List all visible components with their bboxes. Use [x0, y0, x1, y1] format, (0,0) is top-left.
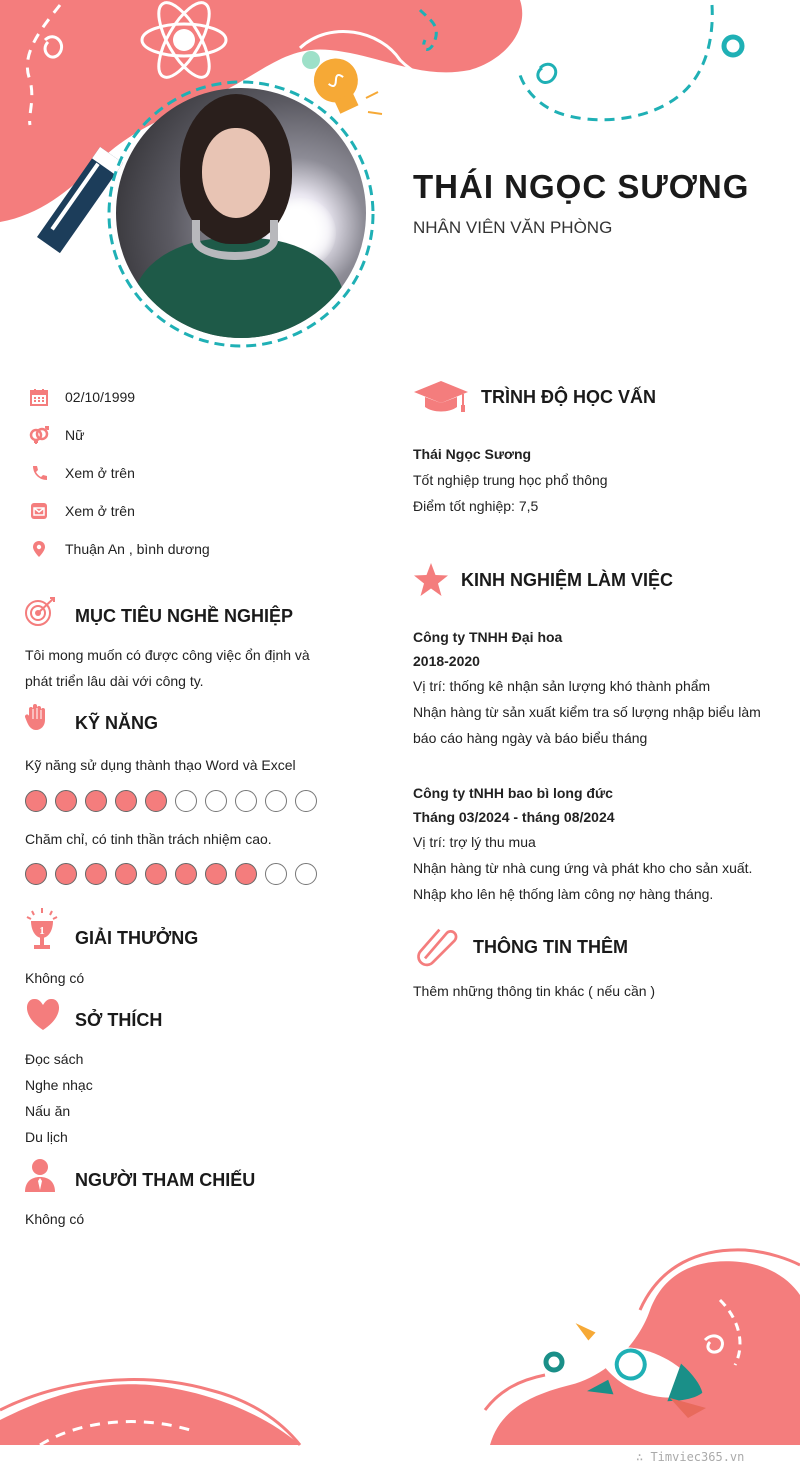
contact-value: 02/10/1999 — [65, 389, 136, 405]
rating-dot-empty — [235, 790, 257, 812]
rating-dot-filled — [85, 863, 107, 885]
hand-icon — [25, 703, 49, 735]
education-line: Tốt nghiệp trung học phổ thông — [413, 472, 608, 488]
education-school: Thái Ngọc Sương — [413, 446, 532, 462]
awards-heading: GIẢI THƯỞNG — [75, 928, 199, 948]
graduation-cap-icon — [413, 379, 469, 415]
rating-dot-filled — [175, 863, 197, 885]
hobby-item: Nghe nhạc — [25, 1077, 93, 1093]
experience-heading: KINH NGHIỆM LÀM VIỆC — [461, 570, 674, 590]
job-company: Công ty tNHH bao bì long đức — [413, 785, 613, 801]
education-heading: TRÌNH ĐỘ HỌC VẤN — [481, 387, 656, 407]
skill-name: Chăm chỉ, có tinh thần trách nhiệm cao. — [25, 831, 272, 847]
rating-dot-filled — [115, 790, 137, 812]
star-icon — [413, 562, 449, 598]
contact-value: Xem ở trên — [65, 503, 135, 519]
contact-value: Nữ — [65, 427, 85, 443]
job-line: Vị trí: thống kê nhận sản lượng khó thành phẩm — [413, 678, 711, 694]
contact-location — [28, 538, 210, 560]
svg-text:1: 1 — [39, 925, 45, 937]
rating-dot-filled — [115, 863, 137, 885]
objective-heading: MỤC TIÊU NGHỀ NGHIỆP — [75, 606, 294, 626]
rating-dot-filled — [55, 790, 77, 812]
calendar-icon — [28, 386, 50, 408]
objective-line: Tôi mong muốn có được công việc ổn định và — [25, 647, 310, 663]
rating-dot-empty — [205, 790, 227, 812]
hobby-item: Nấu ăn — [25, 1103, 71, 1119]
objective-line: phát triển lâu dài với công ty. — [25, 673, 204, 689]
additional-text: Thêm những thông tin khác ( nếu cần ) — [413, 983, 656, 999]
rating-dot-empty — [295, 863, 317, 885]
contact-value: Xem ở trên — [65, 465, 135, 481]
job-line: báo cáo hàng ngày và báo biểu tháng — [413, 730, 648, 746]
watermark: ∴ Timviec365.vn — [636, 1450, 745, 1464]
references-heading: NGƯỜI THAM CHIẾU — [75, 1170, 256, 1190]
education-line: Điểm tốt nghiệp: 7,5 — [413, 498, 539, 514]
rating-dot-empty — [295, 790, 317, 812]
rating-dot-empty — [265, 790, 287, 812]
job-line: Vị trí: trợ lý thu mua — [413, 834, 536, 850]
rating-dot-filled — [85, 790, 107, 812]
hobbies-heading: SỞ THÍCH — [75, 1010, 163, 1030]
rating-dot-filled — [55, 863, 77, 885]
rating-dot-filled — [25, 790, 47, 812]
job-line: Nhận hàng từ nhà cung ứng và phát kho cho sản xuất. — [413, 860, 753, 876]
trophy-icon — [25, 907, 59, 951]
job-period: Tháng 03/2024 - tháng 08/2024 — [413, 809, 615, 825]
candidate-position: NHÂN VIÊN VĂN PHÒNG — [413, 218, 613, 237]
profile-photo — [116, 88, 366, 338]
rating-dot-empty — [175, 790, 197, 812]
phone-icon — [28, 462, 50, 484]
candidate-name: THÁI NGỌC SƯƠNG — [413, 168, 750, 205]
rating-dot-filled — [145, 863, 167, 885]
references-text: Không có — [25, 1211, 85, 1227]
job-line: Nhập kho lên hệ thống làm công nợ hàng tháng. — [413, 886, 714, 902]
location-icon — [28, 538, 50, 560]
contact-gender — [28, 424, 84, 446]
skill-name: Kỹ năng sử dụng thành thạo Word và Excel — [25, 757, 296, 773]
contact-phone — [28, 462, 135, 484]
person-icon — [25, 1158, 55, 1192]
additional-heading: THÔNG TIN THÊM — [473, 937, 628, 957]
job-company: Công ty TNHH Đại hoa — [413, 629, 563, 645]
rating-dot-filled — [235, 863, 257, 885]
target-icon — [24, 596, 58, 628]
paperclip-icon — [416, 926, 460, 968]
skill-rating — [25, 863, 317, 885]
skills-heading: KỸ NĂNG — [75, 713, 159, 733]
rating-dot-empty — [265, 863, 287, 885]
hobby-item: Du lịch — [25, 1129, 68, 1145]
job-period: 2018-2020 — [413, 653, 480, 669]
skill-rating — [25, 790, 317, 812]
email-icon — [28, 500, 50, 522]
heart-icon — [25, 998, 61, 1032]
contact-value: Thuận An , bình dương — [65, 541, 210, 557]
gender-icon — [28, 424, 50, 446]
rating-dot-filled — [145, 790, 167, 812]
contact-email — [28, 500, 135, 522]
job-line: Nhận hàng từ sản xuất kiểm tra số lượng nhập biểu làm — [413, 704, 761, 720]
rating-dot-filled — [25, 863, 47, 885]
hobby-item: Đọc sách — [25, 1051, 84, 1067]
rating-dot-filled — [205, 863, 227, 885]
contact-birthday — [28, 386, 135, 408]
awards-text: Không có — [25, 970, 85, 986]
